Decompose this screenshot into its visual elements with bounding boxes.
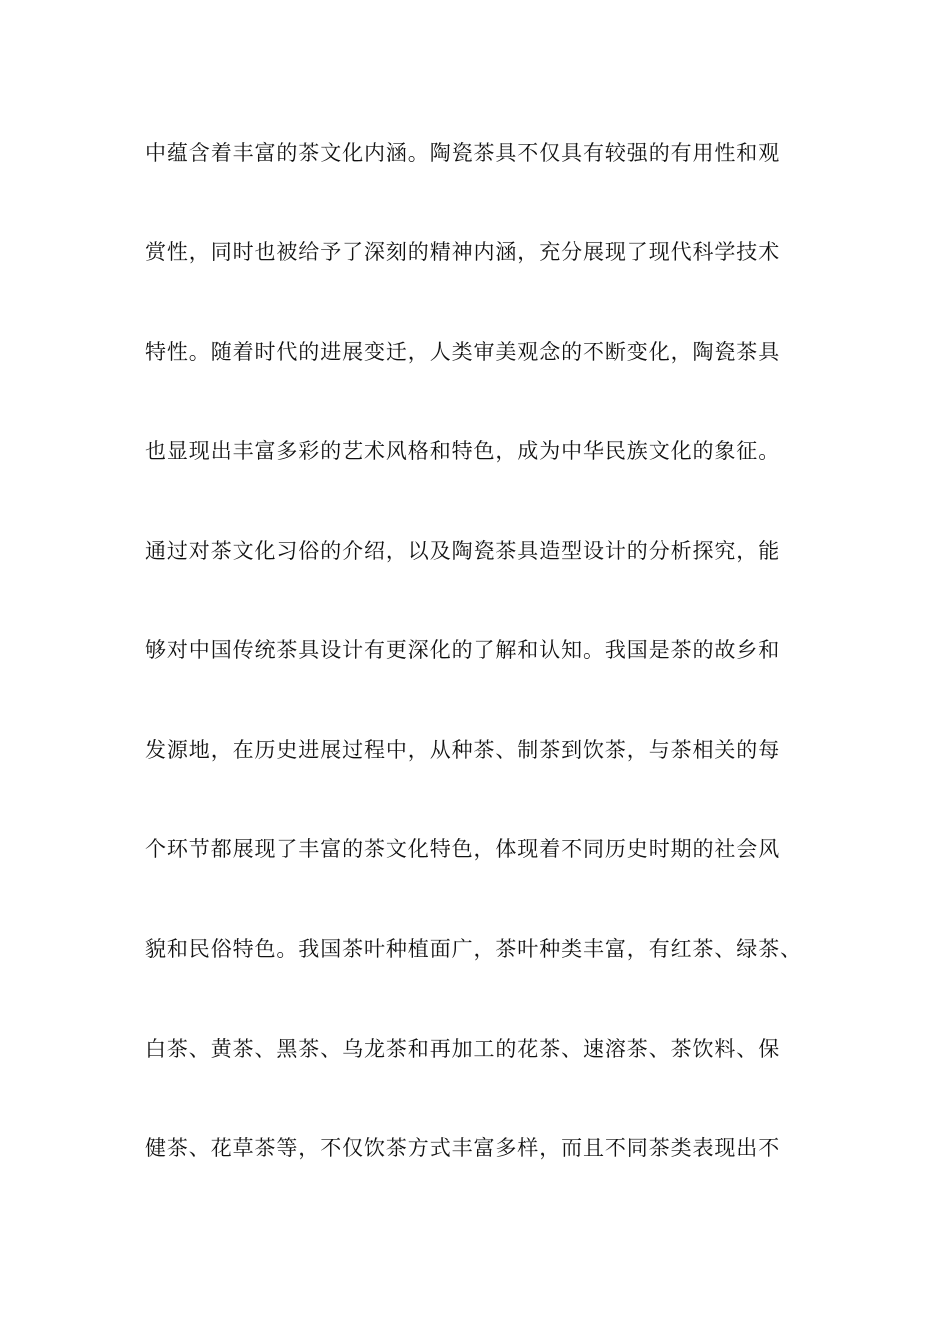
paragraph-line: 赏性，同时也被给予了深刻的精神内涵，充分展现了现代科学技术 xyxy=(145,240,781,264)
paragraph-line: 白茶、黄茶、黑茶、乌龙茶和再加工的花茶、速溶茶、茶饮料、保 xyxy=(145,1037,781,1061)
paragraph-line: 个环节都展现了丰富的茶文化特色，体现着不同历史时期的社会风 xyxy=(145,837,781,861)
paragraph-line: 也显现出丰富多彩的艺术风格和特色，成为中华民族文化的象征。 xyxy=(145,439,781,463)
paragraph-line: 貌和民俗特色。我国茶叶种植面广，茶叶种类丰富，有红茶、绿茶、 xyxy=(145,937,802,961)
paragraph-line: 通过对茶文化习俗的介绍，以及陶瓷茶具造型设计的分析探究，能 xyxy=(145,539,781,563)
paragraph-line: 中蕴含着丰富的茶文化内涵。陶瓷茶具不仅具有较强的有用性和观 xyxy=(145,141,781,165)
paragraph-line: 发源地，在历史进展过程中，从种茶、制茶到饮茶，与茶相关的每 xyxy=(145,738,781,762)
paragraph-line: 健茶、花草茶等，不仅饮茶方式丰富多样，而且不同茶类表现出不 xyxy=(145,1136,781,1160)
paragraph-line: 够对中国传统茶具设计有更深化的了解和认知。我国是茶的故乡和 xyxy=(145,638,781,662)
paragraph-line: 特性。随着时代的进展变迁，人类审美观念的不断变化，陶瓷茶具 xyxy=(145,340,781,364)
